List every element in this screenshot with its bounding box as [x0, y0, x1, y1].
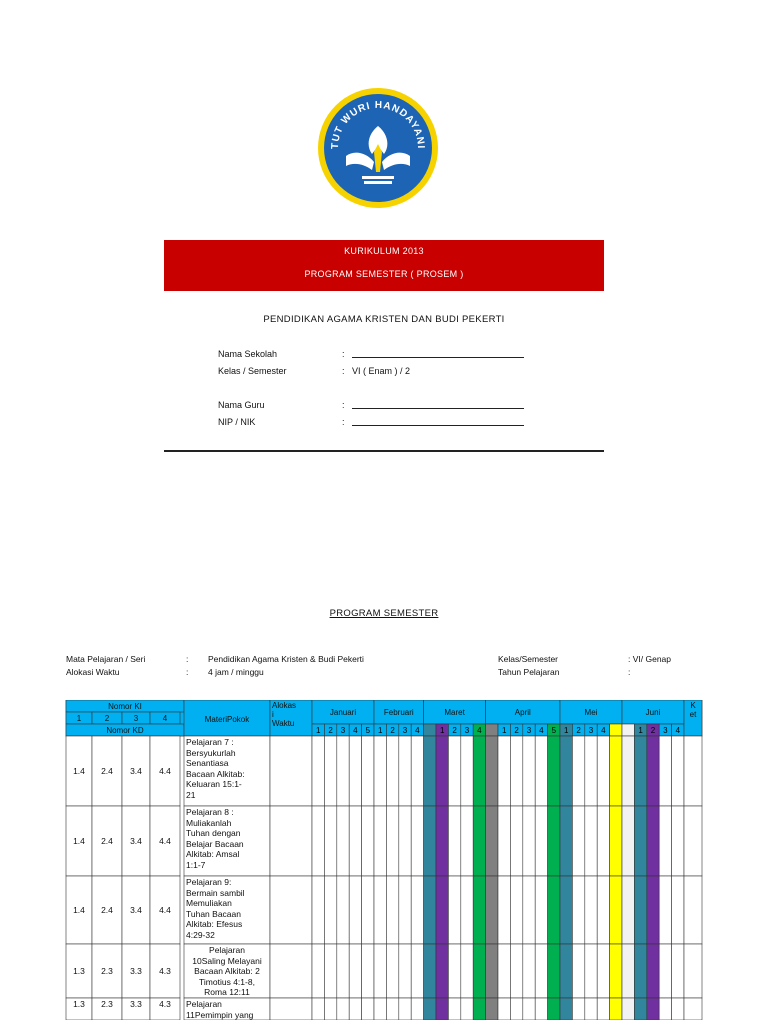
- week-label-maret-1: 1: [439, 726, 445, 735]
- week-cell-0-23: [597, 736, 609, 806]
- week-cell-2-21: [572, 876, 584, 944]
- alokasi-cell-2: [270, 876, 312, 944]
- week-cell-3-20: [560, 944, 572, 998]
- info-line-school[interactable]: [352, 357, 524, 358]
- info-line-nip[interactable]: [352, 425, 524, 426]
- materi-text-0: [186, 737, 268, 800]
- week-cell-0-20: [560, 736, 572, 806]
- week-cell-3-23: [597, 944, 609, 998]
- week-cell-1-15: [498, 806, 510, 876]
- week-cell-1-27: [647, 806, 659, 876]
- week-cell-3-26: [634, 944, 646, 998]
- info-sep-nip: :: [342, 417, 345, 427]
- week-cell-3-22: [585, 944, 597, 998]
- materi-line-3-1: 10Saling Melayani: [192, 955, 262, 966]
- week-cell-2-10: [436, 876, 448, 944]
- week-cell-3-6: [386, 944, 398, 998]
- week-cell-1-26: [634, 806, 646, 876]
- kd-value-1-0: 1.4: [73, 836, 85, 846]
- info-label-school: Nama Sekolah: [218, 349, 278, 359]
- week-cell-4-21: [572, 998, 584, 1020]
- week-cell-1-19: [548, 806, 560, 876]
- week-cell-2-14: [486, 876, 498, 944]
- kd-value-3-0: 1.3: [73, 966, 85, 976]
- week-cell-1-24: [610, 806, 622, 876]
- week-cell-3-4: [362, 944, 374, 998]
- week-cell-1-10: [436, 806, 448, 876]
- week-cell-4-16: [510, 998, 522, 1020]
- week-cell-2-5: [374, 876, 386, 944]
- week-cell-3-19: [548, 944, 560, 998]
- week-cell-4-23: [597, 998, 609, 1020]
- week-cell-0-21: [572, 736, 584, 806]
- week-cell-3-24: [610, 944, 622, 998]
- ket-header-line-1: et: [689, 710, 697, 719]
- kd-value-3-1: 2.3: [101, 966, 113, 976]
- alokasi-header-line-1: i: [272, 710, 274, 719]
- week-cell-0-19: [548, 736, 560, 806]
- week-cell-1-2: [337, 806, 349, 876]
- banner-line-2: PROGRAM SEMESTER ( PROSEM ): [304, 269, 464, 279]
- week-cell-0-26: [634, 736, 646, 806]
- ket-header-line-0: K: [690, 701, 696, 710]
- week-cell-2-6: [386, 876, 398, 944]
- week-cell-4-5: [374, 998, 386, 1020]
- materi-line-1-1: Muliakanlah: [186, 817, 232, 828]
- cover-divider: [164, 450, 604, 452]
- week-cell-0-3: [349, 736, 361, 806]
- week-cell-4-2: [337, 998, 349, 1020]
- week-cell-2-27: [647, 876, 659, 944]
- week-cell-0-1: [324, 736, 336, 806]
- kd-value-3-3: 4.3: [159, 966, 171, 976]
- week-cell-4-20: [560, 998, 572, 1020]
- meta-alokasi-label: Alokasi Waktu: [66, 667, 120, 677]
- info-sep-teacher: :: [342, 400, 345, 410]
- materi-line-4-1: 11Pemimpin yang: [186, 1009, 254, 1020]
- week-label-maret-2: 2: [452, 726, 457, 735]
- week-cell-4-6: [386, 998, 398, 1020]
- week-cell-1-25: [622, 806, 634, 876]
- week-label-april-5: 5: [551, 726, 557, 735]
- week-cell-3-0: [312, 944, 324, 998]
- ket-cell-4: [684, 998, 702, 1020]
- kd-value-4-2: 3.3: [130, 999, 142, 1009]
- week-cell-1-7: [399, 806, 411, 876]
- meta-tahun-label: Tahun Pelajaran: [498, 667, 560, 677]
- week-cell-0-0: [312, 736, 324, 806]
- materi-text-4: [186, 999, 268, 1020]
- week-cell-0-17: [523, 736, 535, 806]
- week-cell-1-11: [448, 806, 460, 876]
- week-label-mei-3: 4: [601, 726, 606, 735]
- kd-value-4-3: 4.3: [159, 999, 171, 1009]
- month-label-juni: Juni: [645, 708, 661, 717]
- week-cell-2-8: [411, 876, 423, 944]
- week-cell-4-15: [498, 998, 510, 1020]
- week-cell-3-1: [324, 944, 336, 998]
- week-cell-4-12: [461, 998, 473, 1020]
- week-label-januari-3: 4: [353, 726, 358, 735]
- week-cell-4-19: [548, 998, 560, 1020]
- ket-cell-0: [684, 736, 702, 806]
- info-label-teacher: Nama Guru: [218, 400, 265, 410]
- week-header-maret-0: [424, 724, 436, 736]
- info-sep-class: :: [342, 366, 345, 376]
- nomor-ki-label: Nomor KI: [108, 702, 142, 711]
- tut-wuri-handayani-logo: [316, 86, 440, 210]
- kd-value-0-2: 3.4: [130, 766, 142, 776]
- week-label-juni-3: 3: [663, 726, 668, 735]
- week-cell-4-28: [659, 998, 671, 1020]
- info-value-class: VI ( Enam ) / 2: [352, 366, 411, 376]
- week-cell-1-23: [597, 806, 609, 876]
- meta-alokasi-sep: :: [186, 667, 189, 677]
- week-cell-2-4: [362, 876, 374, 944]
- week-cell-0-8: [411, 736, 423, 806]
- week-label-juni-1: 1: [638, 726, 643, 735]
- week-cell-2-26: [634, 876, 646, 944]
- materi-line-3-4: Roma 12:11: [204, 987, 250, 997]
- week-cell-1-1: [324, 806, 336, 876]
- week-cell-1-0: [312, 806, 324, 876]
- week-header-mei-4: [610, 724, 622, 736]
- week-cell-2-15: [498, 876, 510, 944]
- week-cell-4-10: [436, 998, 448, 1020]
- week-cell-0-10: [436, 736, 448, 806]
- month-label-april: April: [514, 708, 531, 717]
- week-cell-3-7: [399, 944, 411, 998]
- week-cell-1-18: [535, 806, 547, 876]
- week-cell-4-1: [324, 998, 336, 1020]
- week-cell-2-12: [461, 876, 473, 944]
- kd-value-1-2: 3.4: [130, 836, 142, 846]
- week-cell-3-3: [349, 944, 361, 998]
- ki-col-label-1: 1: [76, 714, 82, 723]
- week-label-februari-1: 2: [390, 726, 395, 735]
- meta-mapel-label: Mata Pelajaran / Seri: [66, 654, 146, 664]
- week-cell-0-13: [473, 736, 485, 806]
- week-cell-3-14: [486, 944, 498, 998]
- info-line-teacher[interactable]: [352, 408, 524, 409]
- month-label-maret: Maret: [444, 708, 465, 717]
- materi-line-3-3: Timotius 4:1-8,: [199, 976, 255, 987]
- week-cell-1-17: [523, 806, 535, 876]
- week-cell-3-2: [337, 944, 349, 998]
- week-cell-3-17: [523, 944, 535, 998]
- week-cell-3-12: [461, 944, 473, 998]
- ki-col-label-4: 4: [162, 714, 168, 723]
- week-cell-0-5: [374, 736, 386, 806]
- materi-line-2-5: 4:29-32: [186, 929, 215, 940]
- week-cell-1-4: [362, 806, 374, 876]
- week-cell-4-4: [362, 998, 374, 1020]
- week-label-april-3: 3: [526, 726, 532, 735]
- week-label-februari-2: 3: [402, 726, 408, 735]
- week-cell-2-18: [535, 876, 547, 944]
- week-cell-2-16: [510, 876, 522, 944]
- materi-line-2-2: Memuliakan: [186, 898, 232, 908]
- materi-line-3-0: Pelajaran: [209, 945, 245, 955]
- materi-line-1-0: Pelajaran 8 :: [186, 807, 234, 817]
- week-cell-3-15: [498, 944, 510, 998]
- week-cell-1-14: [486, 806, 498, 876]
- week-cell-3-5: [374, 944, 386, 998]
- alokasi-header-line-2: Waktu: [272, 719, 295, 728]
- week-cell-3-9: [424, 944, 436, 998]
- kd-value-4-0: 1.3: [73, 999, 85, 1009]
- materi-line-2-4: Alkitab: Efesus: [186, 919, 243, 929]
- materi-text-2: [186, 877, 268, 940]
- week-cell-2-1: [324, 876, 336, 944]
- week-cell-3-18: [535, 944, 547, 998]
- week-label-juni-4: 4: [675, 726, 681, 735]
- week-cell-2-23: [597, 876, 609, 944]
- ket-cell-3: [684, 944, 702, 998]
- materi-line-1-3: Belajar Bacaan: [186, 838, 244, 849]
- week-cell-3-21: [572, 944, 584, 998]
- week-cell-0-4: [362, 736, 374, 806]
- week-cell-3-29: [672, 944, 684, 998]
- week-cell-3-16: [510, 944, 522, 998]
- week-cell-2-29: [672, 876, 684, 944]
- alokasi-cell-1: [270, 806, 312, 876]
- week-cell-2-28: [659, 876, 671, 944]
- week-cell-4-27: [647, 998, 659, 1020]
- kd-value-2-1: 2.4: [101, 905, 113, 915]
- week-cell-4-22: [585, 998, 597, 1020]
- week-label-april-2: 2: [514, 726, 519, 735]
- week-cell-4-17: [523, 998, 535, 1020]
- week-cell-0-7: [399, 736, 411, 806]
- week-cell-4-18: [535, 998, 547, 1020]
- week-cell-1-8: [411, 806, 423, 876]
- materi-line-0-4: Keluaran 15:1-: [186, 779, 242, 789]
- kd-value-2-2: 3.4: [130, 905, 142, 915]
- week-label-januari-2: 3: [340, 726, 346, 735]
- materi-line-0-3: Bacaan Alkitab:: [186, 768, 245, 779]
- week-cell-0-2: [337, 736, 349, 806]
- week-cell-3-10: [436, 944, 448, 998]
- ki-col-label-2: 2: [104, 714, 110, 723]
- week-label-juni-2: 2: [650, 726, 656, 735]
- week-label-mei-2: 3: [588, 726, 594, 735]
- week-cell-0-6: [386, 736, 398, 806]
- week-cell-3-27: [647, 944, 659, 998]
- subject-title: PENDIDIKAN AGAMA KRISTEN DAN BUDI PEKERTI: [263, 314, 505, 325]
- info-label-nip: NIP / NIK: [218, 417, 256, 427]
- week-cell-2-22: [585, 876, 597, 944]
- meta-kelas-label: Kelas/Semester: [498, 654, 558, 664]
- week-cell-1-20: [560, 806, 572, 876]
- info-label-class: Kelas / Semester: [218, 366, 287, 376]
- materi-text-3: [186, 945, 268, 998]
- week-label-januari-4: 5: [365, 726, 371, 735]
- materi-line-0-2: Senantiasa: [186, 758, 229, 768]
- week-cell-3-13: [473, 944, 485, 998]
- meta-kelas-value: : VI/ Genap: [628, 654, 671, 664]
- materi-line-0-5: 21: [186, 789, 196, 800]
- ket-cell-2: [684, 876, 702, 944]
- week-cell-4-29: [672, 998, 684, 1020]
- program-semester-table: [64, 700, 704, 1020]
- week-cell-0-14: [486, 736, 498, 806]
- week-cell-2-0: [312, 876, 324, 944]
- week-label-april-1: 1: [501, 726, 507, 735]
- week-cell-3-8: [411, 944, 423, 998]
- week-cell-0-29: [672, 736, 684, 806]
- week-cell-0-16: [510, 736, 522, 806]
- week-cell-2-19: [548, 876, 560, 944]
- materi-line-2-0: Pelajaran 9:: [186, 877, 232, 887]
- week-cell-1-5: [374, 806, 386, 876]
- materi-line-0-1: Bersyukurlah: [186, 747, 236, 758]
- week-cell-0-18: [535, 736, 547, 806]
- week-cell-1-16: [510, 806, 522, 876]
- info-sep-school: :: [342, 349, 345, 359]
- week-cell-2-13: [473, 876, 485, 944]
- week-cell-3-25: [622, 944, 634, 998]
- week-cell-0-22: [585, 736, 597, 806]
- week-label-maret-4: 4: [477, 726, 482, 735]
- week-cell-0-11: [448, 736, 460, 806]
- week-cell-1-12: [461, 806, 473, 876]
- week-cell-1-6: [386, 806, 398, 876]
- week-cell-4-14: [486, 998, 498, 1020]
- week-label-februari-3: 4: [415, 726, 420, 735]
- alokasi-cell-4: [270, 998, 312, 1020]
- ket-cell-1: [684, 806, 702, 876]
- curriculum-banner: [164, 240, 604, 291]
- kd-value-4-1: 2.3: [101, 999, 113, 1009]
- week-cell-3-28: [659, 944, 671, 998]
- week-cell-1-22: [585, 806, 597, 876]
- week-cell-1-3: [349, 806, 361, 876]
- kd-value-3-2: 3.3: [130, 966, 142, 976]
- kd-value-0-1: 2.4: [101, 766, 113, 776]
- materi-line-2-1: Bermain sambil: [186, 887, 245, 898]
- materi-line-1-2: Tuhan dengan: [186, 828, 241, 838]
- week-header-juni-0: [622, 724, 634, 736]
- week-cell-4-24: [610, 998, 622, 1020]
- materi-line-2-3: Tuhan Bacaan: [186, 908, 241, 919]
- materi-header-label: MateriPokok: [204, 715, 250, 724]
- alokasi-header-line-0: Alokas: [272, 701, 297, 710]
- week-cell-2-17: [523, 876, 535, 944]
- svg-text:TUT WURI HANDAYANI: TUT WURI HANDAYANI: [329, 99, 427, 150]
- week-cell-2-9: [424, 876, 436, 944]
- kd-value-0-3: 4.4: [159, 766, 171, 776]
- week-cell-1-9: [424, 806, 436, 876]
- alokasi-cell-3: [270, 944, 312, 998]
- month-label-januari: Januari: [329, 708, 357, 717]
- week-cell-1-28: [659, 806, 671, 876]
- banner-line-1: KURIKULUM 2013: [344, 246, 424, 256]
- week-label-maret-3: 3: [464, 726, 470, 735]
- materi-line-1-5: 1:1-7: [186, 859, 206, 870]
- week-cell-2-11: [448, 876, 460, 944]
- week-cell-4-8: [411, 998, 423, 1020]
- materi-line-1-4: Alkitab: Amsal: [186, 849, 240, 859]
- week-cell-4-25: [622, 998, 634, 1020]
- week-cell-2-20: [560, 876, 572, 944]
- week-cell-4-13: [473, 998, 485, 1020]
- week-cell-0-25: [622, 736, 634, 806]
- materi-text-1: [186, 807, 268, 870]
- kd-value-1-3: 4.4: [159, 836, 171, 846]
- meta-tahun-value: :: [628, 667, 631, 677]
- week-cell-0-28: [659, 736, 671, 806]
- program-semester-title: PROGRAM SEMESTER: [329, 608, 439, 619]
- week-cell-1-21: [572, 806, 584, 876]
- week-label-januari-1: 2: [328, 726, 333, 735]
- week-cell-2-25: [622, 876, 634, 944]
- kd-value-1-1: 2.4: [101, 836, 113, 846]
- meta-mapel-sep: :: [186, 654, 189, 664]
- week-label-mei-0: 1: [563, 726, 569, 735]
- week-label-januari-0: 1: [315, 726, 321, 735]
- materi-line-0-0: Pelajaran 7 :: [186, 737, 234, 747]
- meta-mapel-value: Pendidikan Agama Kristen & Budi Pekerti: [208, 654, 364, 664]
- kd-value-2-0: 1.4: [73, 905, 85, 915]
- week-cell-3-11: [448, 944, 460, 998]
- week-label-mei-1: 2: [576, 726, 581, 735]
- week-cell-0-24: [610, 736, 622, 806]
- week-cell-0-15: [498, 736, 510, 806]
- week-cell-2-24: [610, 876, 622, 944]
- alokasi-cell-0: [270, 736, 312, 806]
- week-cell-4-3: [349, 998, 361, 1020]
- week-label-april-4: 4: [539, 726, 544, 735]
- week-label-februari-0: 1: [377, 726, 383, 735]
- week-cell-0-27: [647, 736, 659, 806]
- week-cell-4-26: [634, 998, 646, 1020]
- week-cell-2-2: [337, 876, 349, 944]
- meta-alokasi-value: 4 jam / minggu: [208, 667, 264, 677]
- month-label-mei: Mei: [584, 708, 598, 717]
- week-cell-4-0: [312, 998, 324, 1020]
- materi-line-3-2: Bacaan Alkitab: 2: [194, 966, 260, 976]
- week-cell-4-9: [424, 998, 436, 1020]
- kd-value-0-0: 1.4: [73, 766, 85, 776]
- materi-line-4-0: Pelajaran: [186, 999, 222, 1009]
- week-cell-1-29: [672, 806, 684, 876]
- month-label-februari: Februari: [383, 708, 414, 717]
- week-cell-0-9: [424, 736, 436, 806]
- kd-value-2-3: 4.4: [159, 905, 171, 915]
- week-cell-2-7: [399, 876, 411, 944]
- week-cell-4-11: [448, 998, 460, 1020]
- week-header-april-0: [486, 724, 498, 736]
- week-cell-1-13: [473, 806, 485, 876]
- week-cell-2-3: [349, 876, 361, 944]
- week-cell-0-12: [461, 736, 473, 806]
- ki-col-label-3: 3: [133, 714, 139, 723]
- nomor-kd-label: Nomor KD: [106, 726, 144, 735]
- week-cell-4-7: [399, 998, 411, 1020]
